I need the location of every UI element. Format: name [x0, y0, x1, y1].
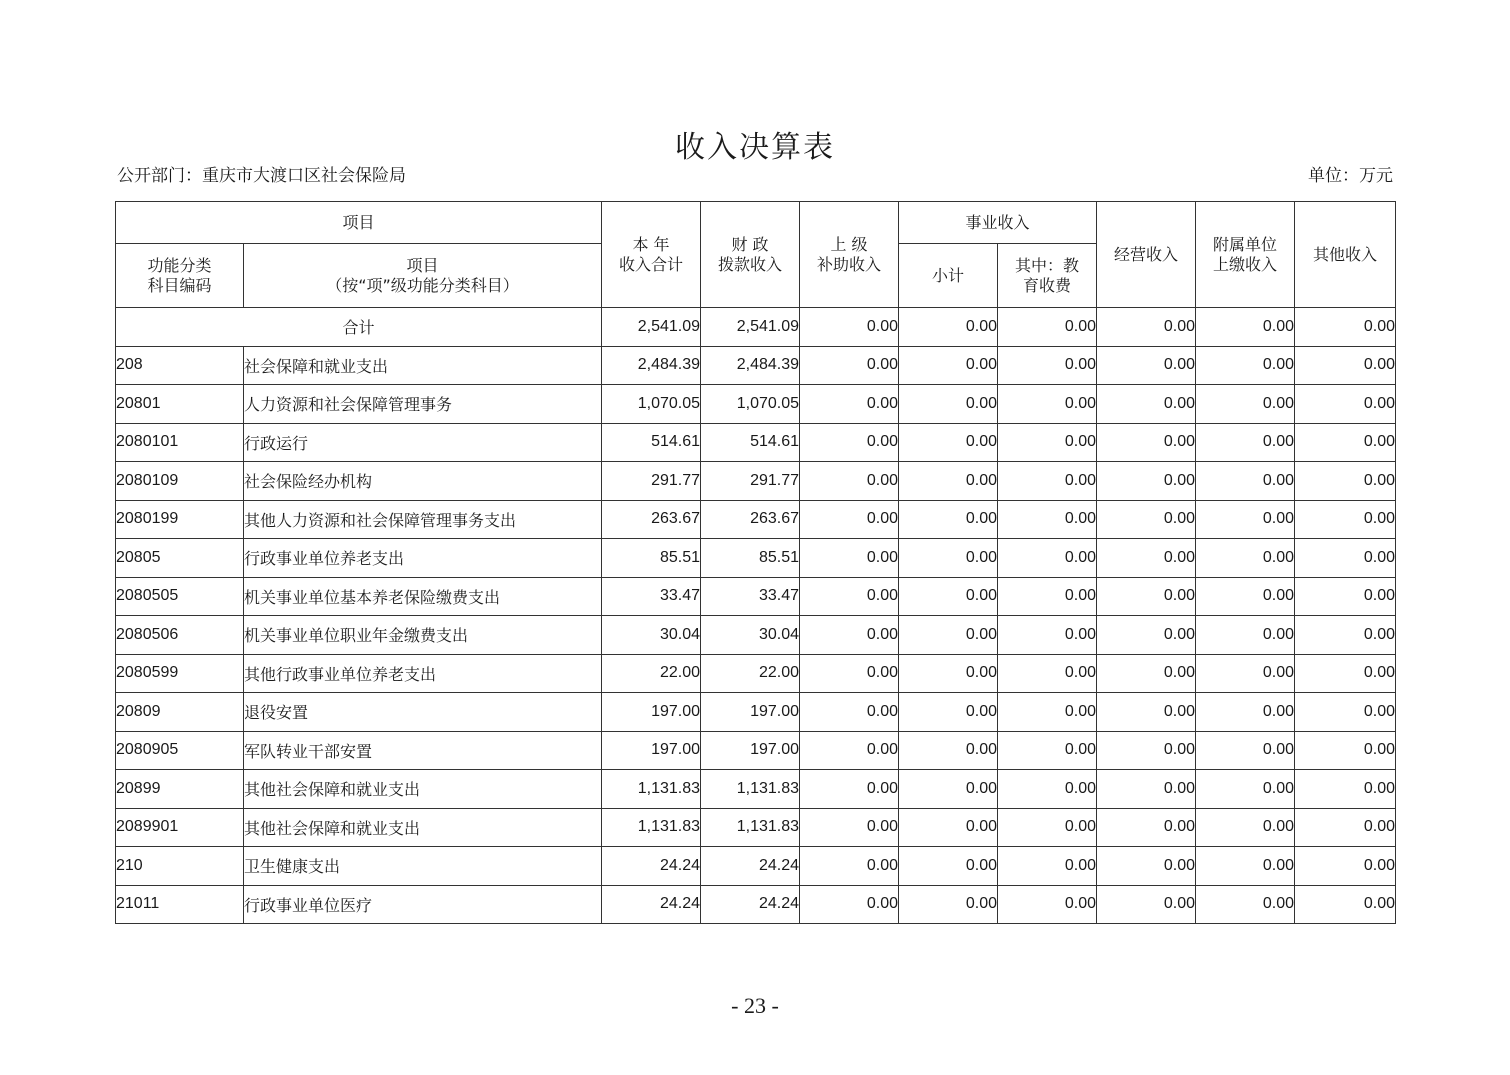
amount-cell: 2,484.39: [602, 346, 701, 385]
amount-cell: 0.00: [1097, 654, 1196, 693]
amount-cell: 0.00: [1196, 462, 1295, 501]
amount-cell: 0.00: [800, 847, 899, 886]
function-code-cell: 2080599: [116, 654, 244, 693]
amount-cell: 85.51: [701, 539, 800, 578]
table-row: [116, 847, 1396, 886]
amount-cell: 0.00: [800, 500, 899, 539]
amount-cell: 0.00: [800, 731, 899, 770]
header-item: 项目 （按“项”级功能分类科目）: [244, 244, 602, 308]
item-name-cell: 卫生健康支出: [244, 847, 602, 886]
table-row: [116, 385, 1396, 424]
amount-cell: 0.00: [1196, 423, 1295, 462]
amount-cell: 0.00: [1097, 423, 1196, 462]
amount-cell: 197.00: [701, 731, 800, 770]
amount-cell: 0.00: [1196, 616, 1295, 655]
amount-cell: 0.00: [1196, 731, 1295, 770]
amount-cell: 0.00: [899, 731, 998, 770]
amount-cell: 85.51: [602, 539, 701, 578]
amount-cell: 0.00: [899, 462, 998, 501]
amount-cell: 0.00: [1196, 577, 1295, 616]
amount-cell: 514.61: [701, 423, 800, 462]
table-row: [116, 616, 1396, 655]
header-subtotal: 小计: [899, 244, 998, 308]
total-label: 合计: [116, 308, 602, 347]
amount-cell: 0.00: [1196, 385, 1295, 424]
item-name-cell: 行政事业单位医疗: [244, 885, 602, 924]
income-table: [115, 201, 1396, 924]
amount-cell: 0.00: [899, 847, 998, 886]
amount-cell: 0.00: [1295, 346, 1396, 385]
amount-cell: 0.00: [800, 654, 899, 693]
table-row: [116, 654, 1396, 693]
table-row: [116, 423, 1396, 462]
amount-cell: 0.00: [899, 346, 998, 385]
table-row: [116, 808, 1396, 847]
amount-cell: 0.00: [1196, 693, 1295, 732]
amount-cell: 0.00: [1295, 885, 1396, 924]
amount-cell: 0.00: [800, 346, 899, 385]
amount-cell: 0.00: [899, 808, 998, 847]
amount-cell: 0.00: [998, 808, 1097, 847]
amount-cell: 0.00: [1097, 731, 1196, 770]
amount-cell: 0.00: [899, 539, 998, 578]
amount-cell: 22.00: [701, 654, 800, 693]
amount-cell: 0.00: [899, 423, 998, 462]
amount-cell: 0.00: [1097, 616, 1196, 655]
amount-cell: 33.47: [602, 577, 701, 616]
amount-cell: 263.67: [701, 500, 800, 539]
amount-cell: 0.00: [800, 539, 899, 578]
department-label: 公开部门：重庆市大渡口区社会保险局: [117, 166, 406, 186]
table-row: [116, 346, 1396, 385]
amount-cell: 0.00: [1097, 577, 1196, 616]
amount-cell: 0.00: [800, 385, 899, 424]
item-name-cell: 社会保障和就业支出: [244, 346, 602, 385]
header-operating-income: 经营收入: [1097, 202, 1196, 308]
amount-cell: 0.00: [1097, 847, 1196, 886]
total-row: [116, 308, 1396, 347]
amount-cell: 291.77: [602, 462, 701, 501]
amount-cell: 0.00: [899, 693, 998, 732]
amount-cell: 0.00: [1196, 346, 1295, 385]
table-row: [116, 770, 1396, 809]
amount-cell: 0.00: [1097, 885, 1196, 924]
amount-cell: 0.00: [899, 616, 998, 655]
function-code-cell: 208: [116, 346, 244, 385]
amount-cell: 0.00: [1196, 539, 1295, 578]
amount-cell: 2,484.39: [701, 346, 800, 385]
amount-cell: 0.00: [1295, 385, 1396, 424]
amount-cell: 514.61: [602, 423, 701, 462]
item-name-cell: 军队转业干部安置: [244, 731, 602, 770]
amount-cell: 0.00: [1196, 500, 1295, 539]
amount-cell: 0.00: [1295, 500, 1396, 539]
amount-cell: 0.00: [800, 616, 899, 655]
amount-cell: 0.00: [800, 770, 899, 809]
table-row: [116, 731, 1396, 770]
amount-cell: 0.00: [1295, 539, 1396, 578]
header-project: 项目: [116, 202, 602, 244]
header-affiliate-income: 附属单位 上缴收入: [1196, 202, 1295, 308]
amount-cell: 0.00: [998, 423, 1097, 462]
page-title: 收入决算表: [675, 130, 835, 165]
amount-cell: 0.00: [1295, 423, 1396, 462]
amount-cell: 0.00: [800, 423, 899, 462]
amount-cell: 263.67: [602, 500, 701, 539]
amount-cell: 0.00: [1295, 847, 1396, 886]
header-total-income: 本 年 收入合计: [602, 202, 701, 308]
amount-cell: 24.24: [701, 885, 800, 924]
total-value: 0.00: [998, 308, 1097, 347]
amount-cell: 0.00: [1097, 539, 1196, 578]
amount-cell: 0.00: [800, 693, 899, 732]
total-value: 2,541.09: [602, 308, 701, 347]
amount-cell: 0.00: [1097, 693, 1196, 732]
amount-cell: 0.00: [1097, 808, 1196, 847]
amount-cell: 1,131.83: [701, 808, 800, 847]
item-name-cell: 其他行政事业单位养老支出: [244, 654, 602, 693]
amount-cell: 0.00: [1295, 770, 1396, 809]
amount-cell: 0.00: [1295, 616, 1396, 655]
amount-cell: 0.00: [899, 654, 998, 693]
header-code: 功能分类 科目编码: [116, 244, 244, 308]
amount-cell: 0.00: [998, 385, 1097, 424]
amount-cell: 0.00: [899, 885, 998, 924]
function-code-cell: 2080905: [116, 731, 244, 770]
item-name-cell: 其他人力资源和社会保障管理事务支出: [244, 500, 602, 539]
header-superior-subsidy: 上 级 补助收入: [800, 202, 899, 308]
amount-cell: 291.77: [701, 462, 800, 501]
table-row: [116, 539, 1396, 578]
amount-cell: 1,131.83: [701, 770, 800, 809]
amount-cell: 30.04: [701, 616, 800, 655]
item-name-cell: 机关事业单位基本养老保险缴费支出: [244, 577, 602, 616]
amount-cell: 24.24: [602, 847, 701, 886]
amount-cell: 0.00: [1196, 654, 1295, 693]
amount-cell: 0.00: [998, 847, 1097, 886]
amount-cell: 197.00: [701, 693, 800, 732]
function-code-cell: 2080199: [116, 500, 244, 539]
amount-cell: 0.00: [800, 462, 899, 501]
table-row: [116, 577, 1396, 616]
amount-cell: 0.00: [1295, 654, 1396, 693]
header-other-income: 其他收入: [1295, 202, 1396, 308]
amount-cell: 0.00: [1196, 808, 1295, 847]
total-value: 2,541.09: [701, 308, 800, 347]
item-name-cell: 退役安置: [244, 693, 602, 732]
page-number: - 23 -: [731, 993, 779, 1018]
amount-cell: 0.00: [1097, 385, 1196, 424]
item-name-cell: 行政事业单位养老支出: [244, 539, 602, 578]
amount-cell: 197.00: [602, 693, 701, 732]
header-fiscal-appropriation: 财 政 拨款收入: [701, 202, 800, 308]
table-row: [116, 885, 1396, 924]
amount-cell: 24.24: [602, 885, 701, 924]
amount-cell: 0.00: [1196, 885, 1295, 924]
function-code-cell: 2080506: [116, 616, 244, 655]
function-code-cell: 20801: [116, 385, 244, 424]
amount-cell: 0.00: [1295, 462, 1396, 501]
amount-cell: 0.00: [998, 885, 1097, 924]
amount-cell: 1,131.83: [602, 770, 701, 809]
total-value: 0.00: [800, 308, 899, 347]
amount-cell: 0.00: [1097, 770, 1196, 809]
table-row: [116, 462, 1396, 501]
item-name-cell: 机关事业单位职业年金缴费支出: [244, 616, 602, 655]
amount-cell: 0.00: [1097, 462, 1196, 501]
amount-cell: 0.00: [998, 462, 1097, 501]
total-value: 0.00: [1097, 308, 1196, 347]
unit-label: 单位：万元: [1308, 166, 1393, 186]
amount-cell: 0.00: [899, 500, 998, 539]
amount-cell: 22.00: [602, 654, 701, 693]
item-name-cell: 其他社会保障和就业支出: [244, 808, 602, 847]
amount-cell: 0.00: [1097, 500, 1196, 539]
amount-cell: 0.00: [998, 577, 1097, 616]
amount-cell: 0.00: [800, 577, 899, 616]
amount-cell: 0.00: [998, 770, 1097, 809]
amount-cell: 1,070.05: [602, 385, 701, 424]
amount-cell: 0.00: [1295, 808, 1396, 847]
amount-cell: 0.00: [899, 385, 998, 424]
amount-cell: 0.00: [998, 500, 1097, 539]
amount-cell: 24.24: [701, 847, 800, 886]
amount-cell: 0.00: [1097, 346, 1196, 385]
item-name-cell: 其他社会保障和就业支出: [244, 770, 602, 809]
header-business-income: 事业收入: [899, 202, 1097, 244]
amount-cell: 0.00: [998, 616, 1097, 655]
amount-cell: 33.47: [701, 577, 800, 616]
total-value: 0.00: [899, 308, 998, 347]
amount-cell: 0.00: [998, 693, 1097, 732]
amount-cell: 0.00: [998, 654, 1097, 693]
function-code-cell: 210: [116, 847, 244, 886]
function-code-cell: 20805: [116, 539, 244, 578]
function-code-cell: 21011: [116, 885, 244, 924]
amount-cell: 0.00: [1295, 577, 1396, 616]
amount-cell: 197.00: [602, 731, 701, 770]
amount-cell: 0.00: [800, 808, 899, 847]
amount-cell: 0.00: [1196, 847, 1295, 886]
amount-cell: 1,070.05: [701, 385, 800, 424]
amount-cell: 0.00: [1196, 770, 1295, 809]
table-row: [116, 500, 1396, 539]
function-code-cell: 2080101: [116, 423, 244, 462]
function-code-cell: 2080505: [116, 577, 244, 616]
function-code-cell: 20809: [116, 693, 244, 732]
table-row: [116, 693, 1396, 732]
function-code-cell: 2089901: [116, 808, 244, 847]
total-value: 0.00: [1196, 308, 1295, 347]
amount-cell: 1,131.83: [602, 808, 701, 847]
item-name-cell: 行政运行: [244, 423, 602, 462]
amount-cell: 0.00: [899, 577, 998, 616]
function-code-cell: 20899: [116, 770, 244, 809]
amount-cell: 0.00: [1295, 693, 1396, 732]
amount-cell: 0.00: [998, 731, 1097, 770]
amount-cell: 0.00: [998, 539, 1097, 578]
amount-cell: 0.00: [899, 770, 998, 809]
amount-cell: 0.00: [998, 346, 1097, 385]
item-name-cell: 人力资源和社会保障管理事务: [244, 385, 602, 424]
function-code-cell: 2080109: [116, 462, 244, 501]
amount-cell: 30.04: [602, 616, 701, 655]
amount-cell: 0.00: [800, 885, 899, 924]
total-value: 0.00: [1295, 308, 1396, 347]
item-name-cell: 社会保险经办机构: [244, 462, 602, 501]
amount-cell: 0.00: [1295, 731, 1396, 770]
header-education-fees: 其中：教 育收费: [998, 244, 1097, 308]
